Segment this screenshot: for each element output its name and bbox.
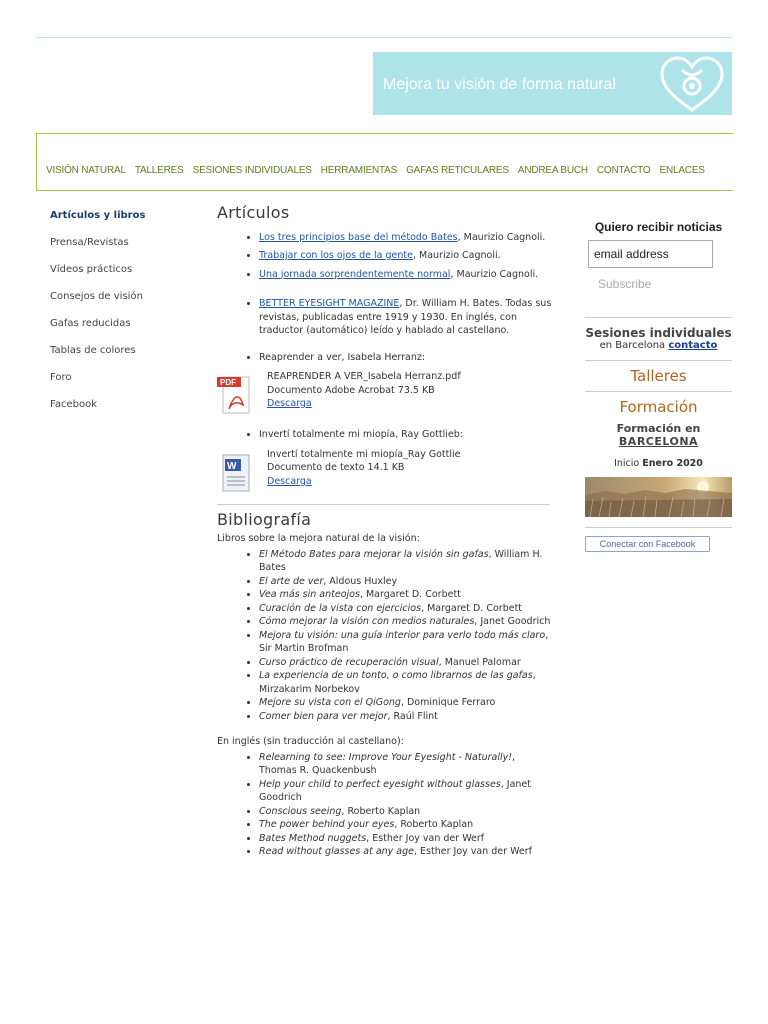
nav-item[interactable]: CONTACTO xyxy=(596,165,651,176)
file-name: REAPRENDER A VER_Isabela Herranz.pdf xyxy=(267,371,461,382)
sidebar-item[interactable]: Tablas de colores xyxy=(50,345,136,356)
book-item: • Bates Method nuggets, Esther Joy van der Werf xyxy=(259,832,552,846)
download-link[interactable]: Descarga xyxy=(267,475,312,487)
main-nav xyxy=(36,133,733,191)
file-meta: Documento de texto 14.1 KB xyxy=(267,462,405,473)
top-divider xyxy=(36,37,732,38)
nav-item[interactable]: VISIÓN NATURAL xyxy=(46,165,126,176)
email-field[interactable]: email address xyxy=(588,240,713,268)
book-item: • Help your child to perfect eyesight without glasses, Janet Goodrich xyxy=(259,778,552,805)
svg-text:W: W xyxy=(227,460,237,472)
book-item: • El Método Bates para mejorar la visión sin gafas, William H. Bates xyxy=(259,548,552,575)
svg-text:PDF: PDF xyxy=(220,378,236,387)
banner-slogan: Mejora tu visión de forma natural xyxy=(383,76,616,93)
sidebar-item[interactable]: Foro xyxy=(50,372,72,383)
pdf-download xyxy=(217,370,552,420)
article-link[interactable]: Trabajar con los ojos de la gente xyxy=(259,250,413,261)
book-item: • Vea más sin anteojos, Margaret D. Corbett xyxy=(259,588,552,602)
book-item: • Read without glasses at any age, Esther Joy van der Werf xyxy=(259,845,552,859)
sidebar-item[interactable]: Facebook xyxy=(50,399,97,410)
sidebar-item[interactable]: Artículos y libros xyxy=(50,210,146,221)
book-item: • Curación de la vista con ejercicios, Margaret D. Corbett xyxy=(259,602,552,616)
formacion-en: Formación en xyxy=(616,422,701,435)
books-list-en xyxy=(217,751,552,859)
barcelona-link[interactable]: BARCELONA xyxy=(618,435,699,448)
sesiones-title: Sesiones individuales xyxy=(585,326,732,340)
nav-item[interactable]: HERRAMIENTAS xyxy=(320,165,398,176)
book-item: • El arte de ver, Aldous Huxley xyxy=(259,575,552,589)
landscape-photo xyxy=(585,477,732,517)
header-banner xyxy=(373,52,732,115)
sidebar-item[interactable]: Vídeos prácticos xyxy=(50,264,133,275)
list-item: • Una jornada sorprendentemente normal, Maurizio Cagnoli. xyxy=(259,268,552,282)
talleres-link[interactable]: Talleres xyxy=(630,367,687,385)
articles-list xyxy=(217,231,552,282)
download-link[interactable]: Descarga xyxy=(267,398,312,409)
bibliography-intro-en: En inglés (sin traducción al castellano): xyxy=(217,736,404,747)
sesiones-sub: en Barcelona contacto xyxy=(599,340,718,351)
book-item: • Conscious seeing, Roberto Kaplan xyxy=(259,805,552,819)
divider xyxy=(585,360,732,361)
heart-eye-logo-icon xyxy=(652,52,732,115)
sidebar-item[interactable]: Gafas reducidas xyxy=(50,318,131,329)
articles-title: Artículos xyxy=(217,203,290,222)
facebook-connect-button[interactable]: Conectar con Facebook xyxy=(585,536,710,552)
sidebar-item[interactable]: Prensa/Revistas xyxy=(50,237,129,248)
nav-item[interactable]: SESIONES INDIVIDUALES xyxy=(192,165,312,176)
book-item: • Mejora tu visión: una guía interior para verlo todo más claro, Sir Martin Brofman xyxy=(259,629,552,656)
nav-item[interactable]: GAFAS RETICULARES xyxy=(406,165,509,176)
newsletter-title: Quiero recibir noticias xyxy=(594,220,723,234)
list-item: • Los tres principios base del método Bates, Maurizio Cagnoli. xyxy=(259,231,552,245)
contacto-link[interactable]: contacto xyxy=(668,340,718,351)
list-item: • Invertí totalmente mi miopía, Ray Gottlieb: xyxy=(259,428,552,442)
section-divider xyxy=(217,504,550,505)
list-item: • Reaprender a ver, Isabela Herranz: xyxy=(259,351,552,365)
divider xyxy=(585,317,732,318)
book-item: • Cómo mejorar la visión con medios naturales, Janet Goodrich xyxy=(259,615,552,629)
doc-download xyxy=(217,448,552,498)
books-list-es xyxy=(217,548,552,724)
word-file-icon xyxy=(217,453,253,493)
formacion-title: Formación xyxy=(619,398,698,416)
file-name: Invertí totalmente mi miopía_Ray Gottlie xyxy=(267,448,461,460)
magazine-link[interactable]: BETTER EYESIGHT MAGAZINE xyxy=(259,298,400,309)
pdf-file-icon xyxy=(217,375,253,415)
inicio-date: Inicio Enero 2020 xyxy=(614,458,703,469)
nav-item[interactable]: TALLERES xyxy=(134,165,184,176)
book-item: • Mejore su vista con el QiGong, Dominique Ferraro xyxy=(259,696,552,710)
book-item: • Comer bien para ver mejor, Raúl Flint xyxy=(259,710,552,724)
book-item: • La experiencia de un tonto, o como librarnos de las gafas, Mirzakarim Norbekov xyxy=(259,669,552,696)
main-content xyxy=(217,203,552,859)
list-item: • Trabajar con los ojos de la gente, Maurizio Cagnoli. xyxy=(259,249,552,263)
right-sidebar xyxy=(585,216,732,552)
subscribe-button[interactable]: Subscribe xyxy=(598,277,652,291)
article-link[interactable]: Los tres principios base del método Bates xyxy=(259,231,458,243)
bibliography-title: Bibliografía xyxy=(217,509,312,529)
file-meta: Documento Adobe Acrobat 73.5 KB xyxy=(267,384,435,396)
divider xyxy=(585,527,732,528)
sidebar-nav xyxy=(50,209,200,425)
bibliography-intro: Libros sobre la mejora natural de la visión: xyxy=(217,533,420,544)
list-item: • BETTER EYESIGHT MAGAZINE, Dr. William H. Bates. Todas sus revistas, publicadas entre 1919 y 1930. En inglés, con traductor (automático) leído y hablado al castellano. xyxy=(259,297,552,338)
book-item: • Curso práctico de recuperación visual, Manuel Palomar xyxy=(259,656,552,670)
nav-item[interactable]: ENLACES xyxy=(659,165,705,176)
book-item: • Relearning to see: Improve Your Eyesight - Naturally!, Thomas R. Quackenbush xyxy=(259,751,552,778)
divider xyxy=(585,391,732,392)
article-link[interactable]: Una jornada sorprendentemente normal xyxy=(259,268,451,280)
book-item: • The power behind your eyes, Roberto Kaplan xyxy=(259,818,552,832)
nav-item[interactable]: ANDREA BUCH xyxy=(517,165,588,176)
sidebar-item[interactable]: Consejos de visión xyxy=(50,291,143,302)
